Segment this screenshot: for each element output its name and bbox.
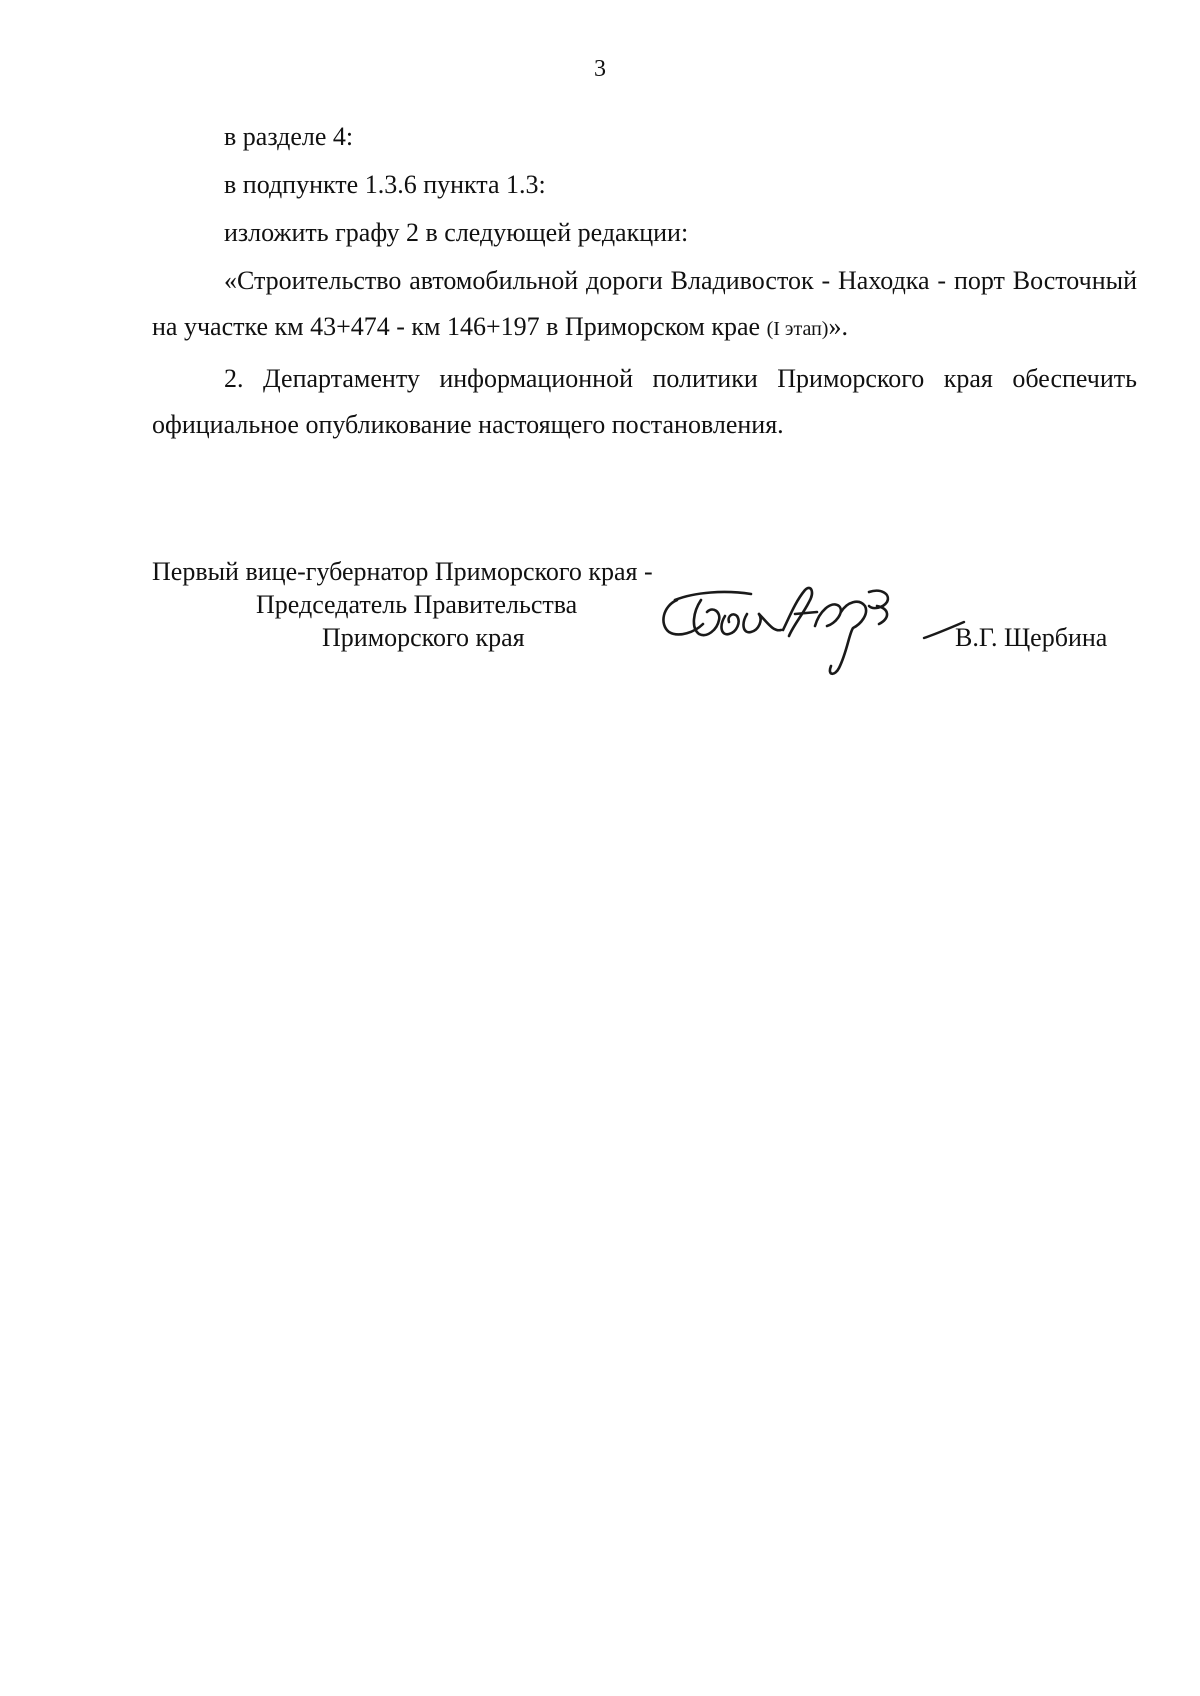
- signatory-title-line-1: Первый вице-губернатор Приморского края -: [152, 557, 653, 586]
- page-number: 3: [594, 56, 606, 82]
- paragraph-publication: 2. Департаменту информационной политики Приморского края обеспечить официальное опубликование настоящего постановления.: [152, 364, 1137, 439]
- quote-close: ».: [828, 312, 848, 341]
- paragraph-road-construction: [152, 258, 1137, 352]
- handwritten-signature: [655, 572, 945, 682]
- paragraph-instruction: изложить графу 2 в следующей редакции:: [224, 218, 689, 247]
- paragraph-subclause: в подпункте 1.3.6 пункта 1.3:: [224, 170, 546, 199]
- signatory-name: В.Г. Щербина: [955, 623, 1108, 652]
- paragraph-section-4: в разделе 4:: [224, 122, 354, 151]
- stage-note: (I этап): [766, 318, 829, 340]
- signatory-title-line-3: Приморского края: [322, 623, 525, 652]
- road-construction-text: «Строительство автомобильной дороги Владивосток - Находка - порт Восточный на участке км 43+474 - км 146+197 в Приморском крае: [152, 266, 1137, 341]
- signatory-title-line-2: Председатель Правительства: [256, 590, 578, 619]
